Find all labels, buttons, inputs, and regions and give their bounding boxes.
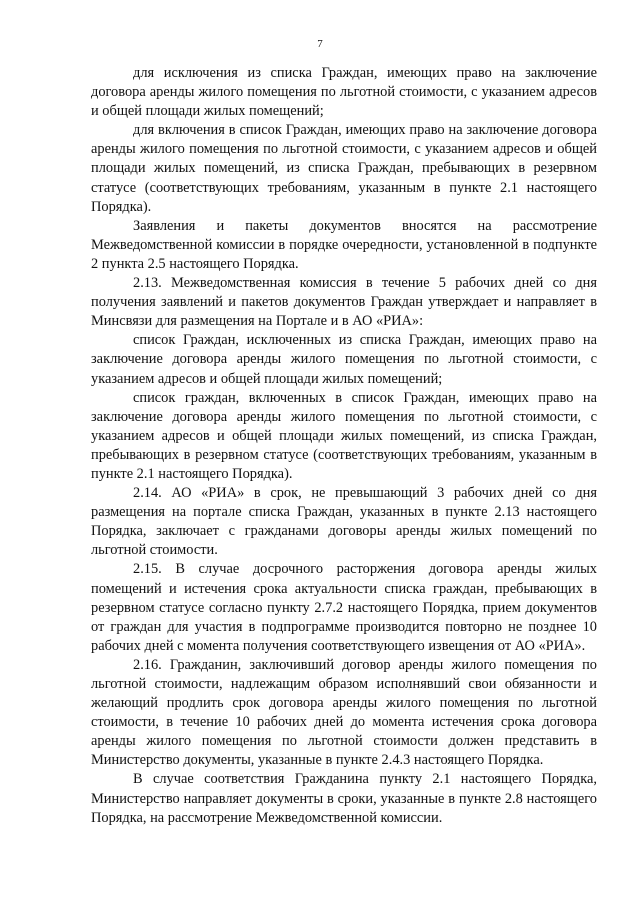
paragraph-inclusion-list: для включения в список Граждан, имеющих право на заключение договора аренды жилого помещения по льготной стоимости, с указанием адресов и общей площади жилых помещений, из списка Граждан, пребывающих в резервном статусе (соответствующих требованиям, указанным в пункте 2.1 настоящего Порядка).	[91, 122, 597, 215]
paragraph-ministry-referral: В случае соответствия Гражданина пункту 2.1 настоящего Порядка, Министерство направляет документы в сроки, указанные в пункте 2.8 настоящего Порядка, на рассмотрение Межведомственной комиссии.	[91, 771, 597, 826]
paragraph-included-citizens-list: список граждан, включенных в список Граждан, имеющих право на заключение договора аренды жилого помещения по льготной стоимости, с указанием адресов и общей площади жилых помещений, из списка Граждан, пребывающих в резервном статусе (соответствующих требованиям, указанным в пункте 2.1 настоящего Порядка).	[91, 389, 597, 482]
paragraph-2-16: 2.16. Гражданин, заключивший договор аренды жилого помещения по льготной стоимости, надлежащим образом исполнявший свои обязанности и желающий продлить срок договора аренды жилого помещения по льготной стоимости, в течение 10 рабочих дней до момента истечения срока договора аренды жилого помещения по льготной стоимости должен представить в Министерство документы, указанные в пункте 2.4.3 настоящего Порядка.	[91, 656, 597, 769]
paragraph-2-14: 2.14. АО «РИА» в срок, не превышающий 3 рабочих дней со дня размещения на портале списка Граждан, указанных в пункте 2.13 настоящего Порядка, заключает с гражданами договоры аренды жилых помещений по льготной стоимости.	[91, 485, 597, 559]
paragraph-2-15: 2.15. В случае досрочного расторжения договора аренды жилых помещений и истечения срока актуальности списка граждан, пребывающих в резервном статусе согласно пункту 2.7.2 настоящего Порядка, прием документов от граждан для участия в подпрограмме производится повторно не позднее 10 рабочих дней с момента получения соответствующего извещения от АО «РИА».	[91, 561, 597, 654]
paragraph-applications-order: Заявления и пакеты документов вносятся на рассмотрение Межведомственной комиссии в порядке очередности, установленной в подпункте 2 пункта 2.5 настоящего Порядка.	[91, 217, 597, 272]
paragraph-2-13: 2.13. Межведомственная комиссия в течение 5 рабочих дней со дня получения заявлений и пакетов документов Граждан утверждает и направляет в Минсвязи для размещения на Портале и в АО «РИА»:	[91, 275, 597, 330]
page-number: 7	[317, 38, 323, 50]
document-body	[91, 64, 597, 828]
paragraph-excluded-citizens-list: список Граждан, исключенных из списка Граждан, имеющих право на заключение договора аренды жилого помещения по льготной стоимости, с указанием адресов и общей площади жилых помещений;	[91, 332, 597, 387]
paragraph-exclusion-list: для исключения из списка Граждан, имеющих право на заключение договора аренды жилого помещения по льготной стоимости, с указанием адресов и общей площади жилых помещений;	[91, 65, 597, 120]
